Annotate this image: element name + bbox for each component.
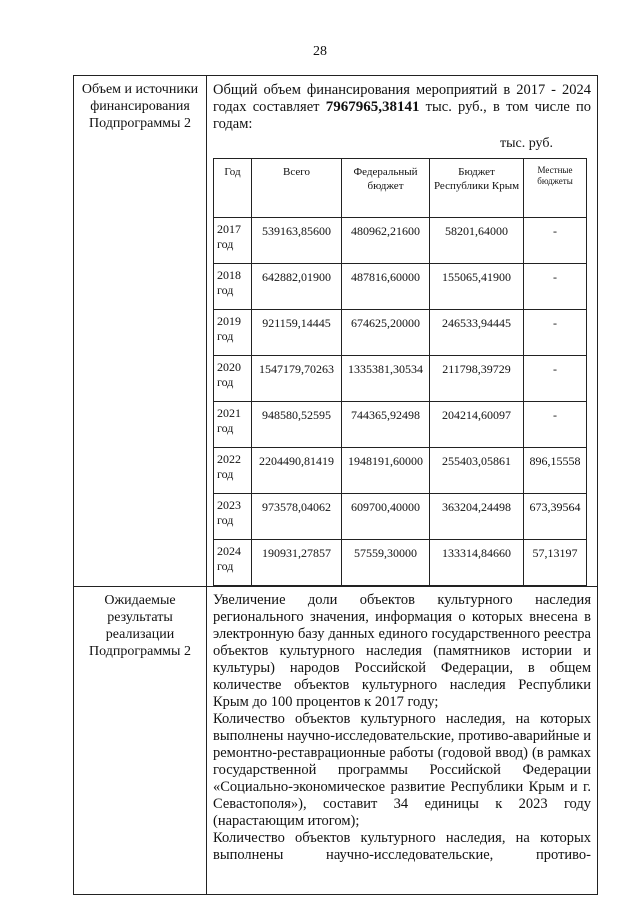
cell-total: 539163,85600 [252,218,342,264]
cell-local: 57,13197 [524,540,587,586]
cell-local: 896,15558 [524,448,587,494]
table-row [214,264,587,310]
cell-local: - [524,356,587,402]
result-paragraph-3: Количество объектов культурного наследия, на которых выполнены научно-исследовательские, противо- [213,830,591,863]
col-header-federal: Федеральный бюджет [342,159,430,218]
col-header-year: Год [214,159,252,218]
expected-results [207,587,597,864]
cell-regional: 58201,64000 [430,218,524,264]
cell-regional: 363204,24498 [430,494,524,540]
results-label-cell [74,587,207,895]
cell-regional: 133314,84660 [430,540,524,586]
cell-year: 2024 год [214,540,252,586]
financing-content-cell [207,76,598,587]
cell-total: 921159,14445 [252,310,342,356]
financing-intro [207,76,597,133]
cell-year: 2018 год [214,264,252,310]
result-paragraph-1: Увеличение доли объектов культурного наследия регионального значения, информация о которых внесена в электронную базу данных единого государственного реестра объектов культурного наследия (памятников истории и культуры) народов Российской Федерации, в общем количестве объектов культурного наследия Республики Крым до 100 процентов к 2017 году; [213,592,591,710]
cell-federal: 487816,60000 [342,264,430,310]
financing-total-amount: 7967965,38141 [325,99,420,115]
unit-label: тыс. руб. [500,136,553,151]
cell-year: 2022 год [214,448,252,494]
cell-total: 2204490,81419 [252,448,342,494]
page-number: 28 [313,44,327,59]
cell-federal: 1948191,60000 [342,448,430,494]
table-row [214,356,587,402]
cell-local: - [524,402,587,448]
table-header-row [214,159,587,218]
cell-total: 973578,04062 [252,494,342,540]
financing-intro-text: Общий объем финансирования мероприятий в 2017 - 2024 годах составляет [213,82,591,115]
col-header-total: Всего [252,159,342,218]
cell-regional: 255403,05861 [430,448,524,494]
cell-regional: 211798,39729 [430,356,524,402]
cell-year: 2017 год [214,218,252,264]
table-row [214,494,587,540]
financing-label-cell [74,76,207,587]
table-row [214,402,587,448]
table-row [214,218,587,264]
cell-federal: 609700,40000 [342,494,430,540]
cell-federal: 744365,92498 [342,402,430,448]
table-row [214,310,587,356]
cell-total: 190931,27857 [252,540,342,586]
subprogram-passport-table [73,75,598,895]
result-paragraph-2: Количество объектов культурного наследия, на которых выполнены научно-исследовательские, противо-аварийные и ремонтно-реставрационные работы (годовой ввод) (в рамках государственной программы Российской Федерации «Социально-экономическое развитие Республики Крым и г. Севастополя»), составит 34 единицы к 2023 году (нарастающим итогом); [213,711,591,829]
cell-local: - [524,218,587,264]
financing-table-body [214,218,587,586]
financing-intro-tail: тыс. руб., в том числе по годам: [213,99,591,132]
cell-local: - [524,264,587,310]
cell-federal: 57559,30000 [342,540,430,586]
cell-year: 2021 год [214,402,252,448]
col-header-local: Местные бюджеты [524,159,587,218]
cell-total: 642882,01900 [252,264,342,310]
cell-federal: 480962,21600 [342,218,430,264]
cell-federal: 674625,20000 [342,310,430,356]
table-row [214,540,587,586]
results-label: Ожидаемые результаты реализации Подпрограммы 2 [89,593,191,659]
table-row [214,448,587,494]
col-header-regional: Бюджет Республики Крым [430,159,524,218]
cell-year: 2020 год [214,356,252,402]
cell-local: 673,39564 [524,494,587,540]
financing-label: Объем и источники финансирования Подпрограммы 2 [81,82,199,131]
financing-by-year-table [213,158,587,586]
cell-local: - [524,310,587,356]
cell-regional: 155065,41900 [430,264,524,310]
cell-year: 2019 год [214,310,252,356]
cell-year: 2023 год [214,494,252,540]
cell-regional: 246533,94445 [430,310,524,356]
results-content-cell [207,587,598,895]
cell-federal: 1335381,30534 [342,356,430,402]
cell-regional: 204214,60097 [430,402,524,448]
cell-total: 948580,52595 [252,402,342,448]
cell-total: 1547179,70263 [252,356,342,402]
